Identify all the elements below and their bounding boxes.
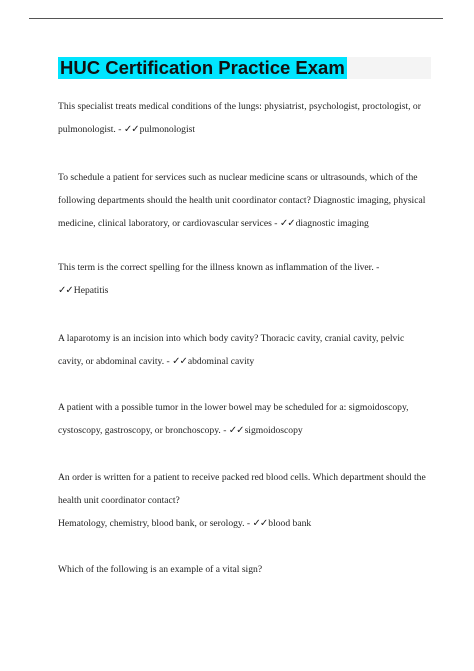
check-mark-icon: ✓✓ [58,285,73,296]
question-line: health unit coordinator contact? [58,495,180,506]
question-item [58,95,433,141]
question-line [58,279,433,302]
question-line [58,212,433,235]
answer-text: sigmoidoscopy [244,425,303,436]
answer-text: Hepatitis [73,285,109,296]
check-mark-icon: ✓✓ [279,218,295,229]
question-line: following departments should the health unit coordinator contact? Diagnostic imaging, physical [58,195,426,206]
document-title: HUC Certification Practice Exam [60,57,345,78]
question-item [58,558,433,581]
answer-text: abdominal cavity [187,356,255,367]
check-mark-icon: ✓✓ [228,425,244,436]
question-line: This term is the correct spelling for the illness known as inflammation of the liver. - [58,262,380,273]
question-item [58,256,433,302]
question-item [58,396,433,442]
check-mark-icon: ✓✓ [252,518,268,529]
question-line: A patient with a possible tumor in the lower bowel may be scheduled for a: sigmoidoscopy, [58,402,409,413]
answer-text: diagnostic imaging [295,218,369,229]
question-line: An order is written for a patient to receive packed red blood cells. Which department should the [58,472,426,483]
question-item [58,166,433,235]
answer-text: blood bank [268,518,312,529]
answer-text: pulmonologist [139,124,196,135]
question-tail: pulmonologist. - [58,124,124,135]
question-line: This specialist treats medical conditions of the lungs: physiatrist, psychologist, proctologist, or [58,101,421,112]
question-line: Which of the following is an example of a vital sign? [58,564,263,575]
question-line: A laparotomy is an incision into which body cavity? Thoracic cavity, cranial cavity, pelvic [58,333,405,344]
question-tail: cystoscopy, gastroscopy, or bronchoscopy. - [58,425,229,436]
header-rule [29,18,443,19]
question-line: To schedule a patient for services such as nuclear medicine scans or ultrasounds, which of the [58,172,418,183]
question-item [58,466,433,535]
question-line [58,118,433,141]
check-mark-icon: ✓✓ [123,124,139,135]
question-tail: cavity, or abdominal cavity. - [58,356,173,367]
question-tail: Hematology, chemistry, blood bank, or serology. - [58,518,253,529]
question-line [58,512,433,535]
question-line [58,350,433,373]
question-item [58,327,433,373]
question-tail: medicine, clinical laboratory, or cardiovascular services - [58,218,280,229]
question-line [58,419,433,442]
check-mark-icon: ✓✓ [172,356,187,367]
